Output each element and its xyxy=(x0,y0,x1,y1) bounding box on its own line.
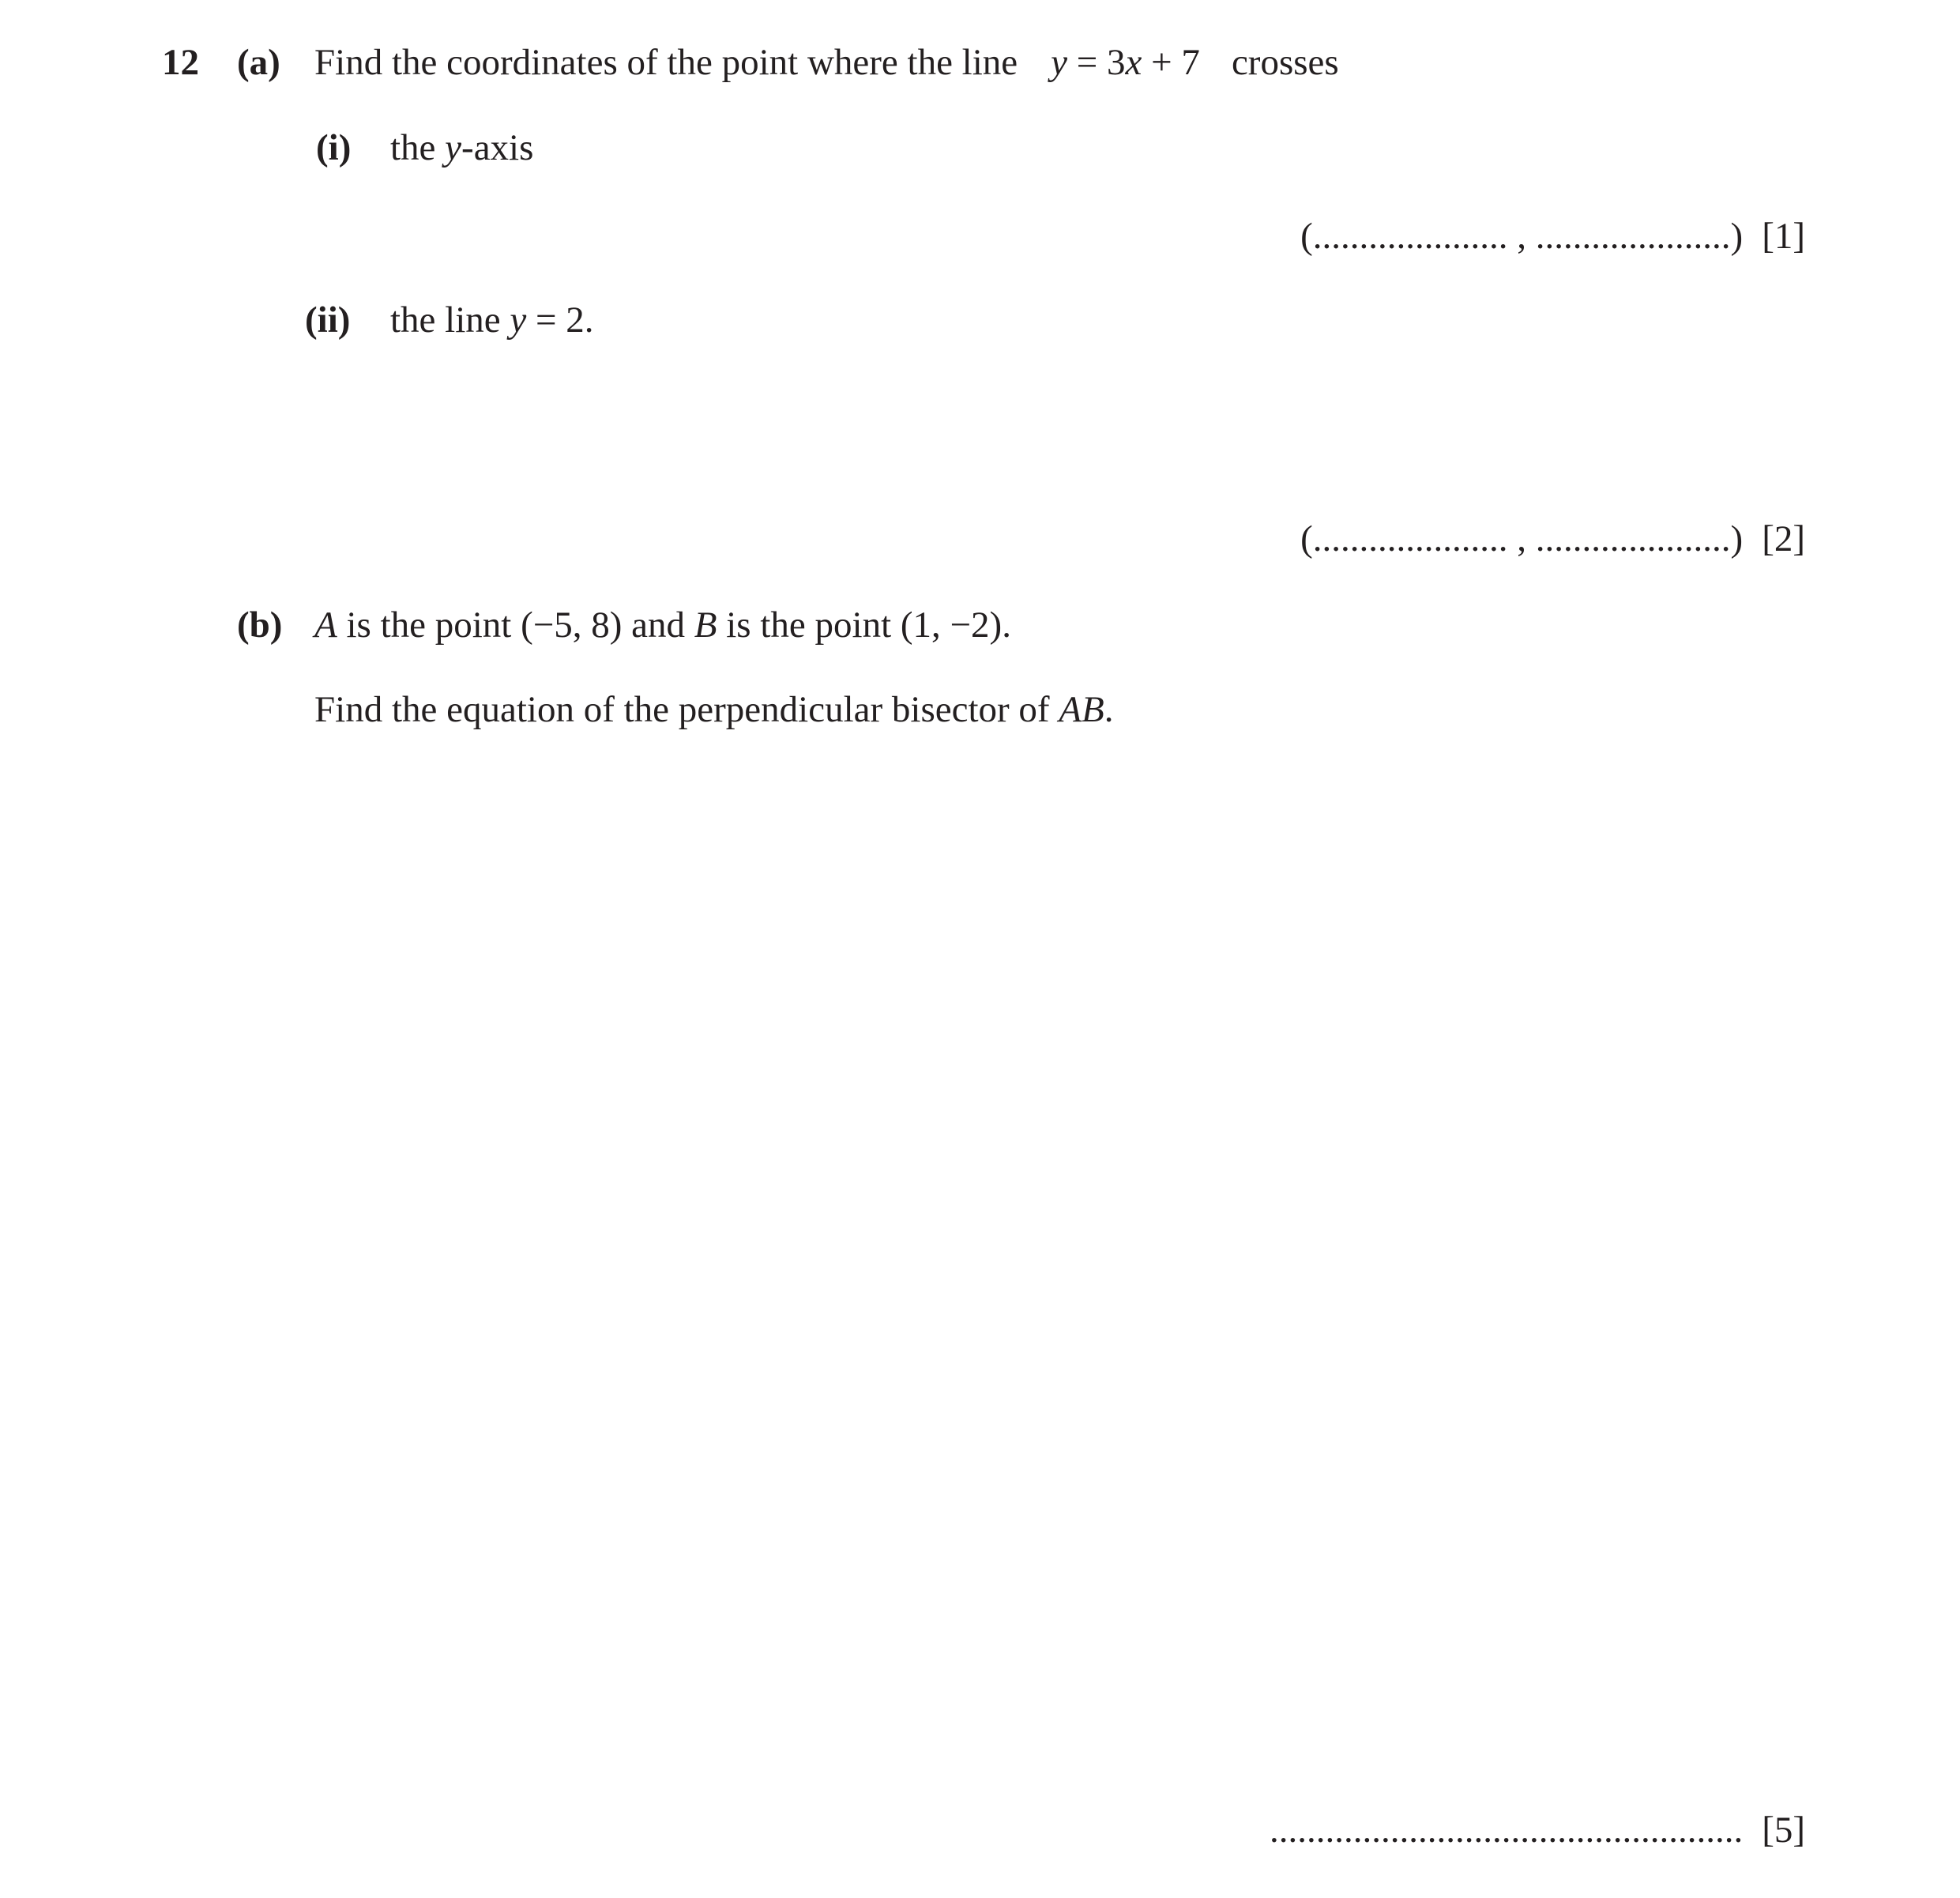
answer-open-paren: ( xyxy=(1300,216,1313,257)
sub-i-text-after: -axis xyxy=(461,127,534,168)
marks-label: [1] xyxy=(1762,216,1805,257)
question-number: 12 xyxy=(162,42,199,83)
sub-i-question-text xyxy=(390,127,534,168)
part-b-text-2: is the point (1, −2). xyxy=(717,604,1011,646)
answer-close-paren: ) xyxy=(1730,216,1744,257)
point-a-label: A xyxy=(314,604,337,646)
part-a-question-text xyxy=(314,44,1339,81)
part-b-text-1: is the point (−5, 8) and xyxy=(337,604,694,646)
sub-ii-question-text xyxy=(390,299,594,341)
point-b-label: B xyxy=(694,604,717,646)
answer-blank-y[interactable]: ..................... xyxy=(1535,216,1731,257)
sub-ii-answer-line[interactable] xyxy=(1300,518,1805,559)
part-b-label: (b) xyxy=(237,604,283,646)
sub-i-answer-line[interactable] xyxy=(1300,218,1805,255)
sub-ii-text-after: = 2. xyxy=(526,299,594,341)
instruction-end: . xyxy=(1104,689,1114,730)
answer-blank[interactable]: ................................................... xyxy=(1269,1810,1744,1851)
part-a-text-before: Find the coordinates of the point where the line xyxy=(314,42,1018,83)
sub-ii-var: y xyxy=(510,299,527,341)
answer-close-paren: ) xyxy=(1730,518,1744,559)
instruction-text: Find the equation of the perpendicular bisector of xyxy=(314,689,1059,730)
part-a-text-after: crosses xyxy=(1231,42,1339,83)
part-a-label: (a) xyxy=(237,42,280,83)
marks-label: [2] xyxy=(1762,518,1805,559)
sub-i-label: (i) xyxy=(316,127,352,168)
answer-blank-y[interactable]: ..................... xyxy=(1535,518,1731,559)
answer-blank-x[interactable]: ..................... xyxy=(1312,518,1508,559)
sub-i-var: y xyxy=(445,127,462,168)
instruction-var: AB xyxy=(1059,689,1104,730)
equation-x: x xyxy=(1125,42,1142,83)
answer-open-paren: ( xyxy=(1300,518,1313,559)
sub-i-text-before: the xyxy=(390,127,446,168)
sub-ii-label: (ii) xyxy=(305,299,351,341)
sub-ii-text-before: the line xyxy=(390,299,510,341)
equation-end: + 7 xyxy=(1142,42,1200,83)
part-b-answer-line[interactable] xyxy=(1270,1812,1805,1849)
equation-mid: = 3 xyxy=(1067,42,1126,83)
equation-y: y xyxy=(1051,42,1068,83)
part-b-instruction xyxy=(314,691,1114,729)
answer-separator: , xyxy=(1507,518,1536,559)
marks-label: [5] xyxy=(1762,1810,1805,1851)
part-b-statement xyxy=(314,604,1011,646)
answer-separator: , xyxy=(1507,216,1536,257)
answer-blank-x[interactable]: ..................... xyxy=(1312,216,1508,257)
